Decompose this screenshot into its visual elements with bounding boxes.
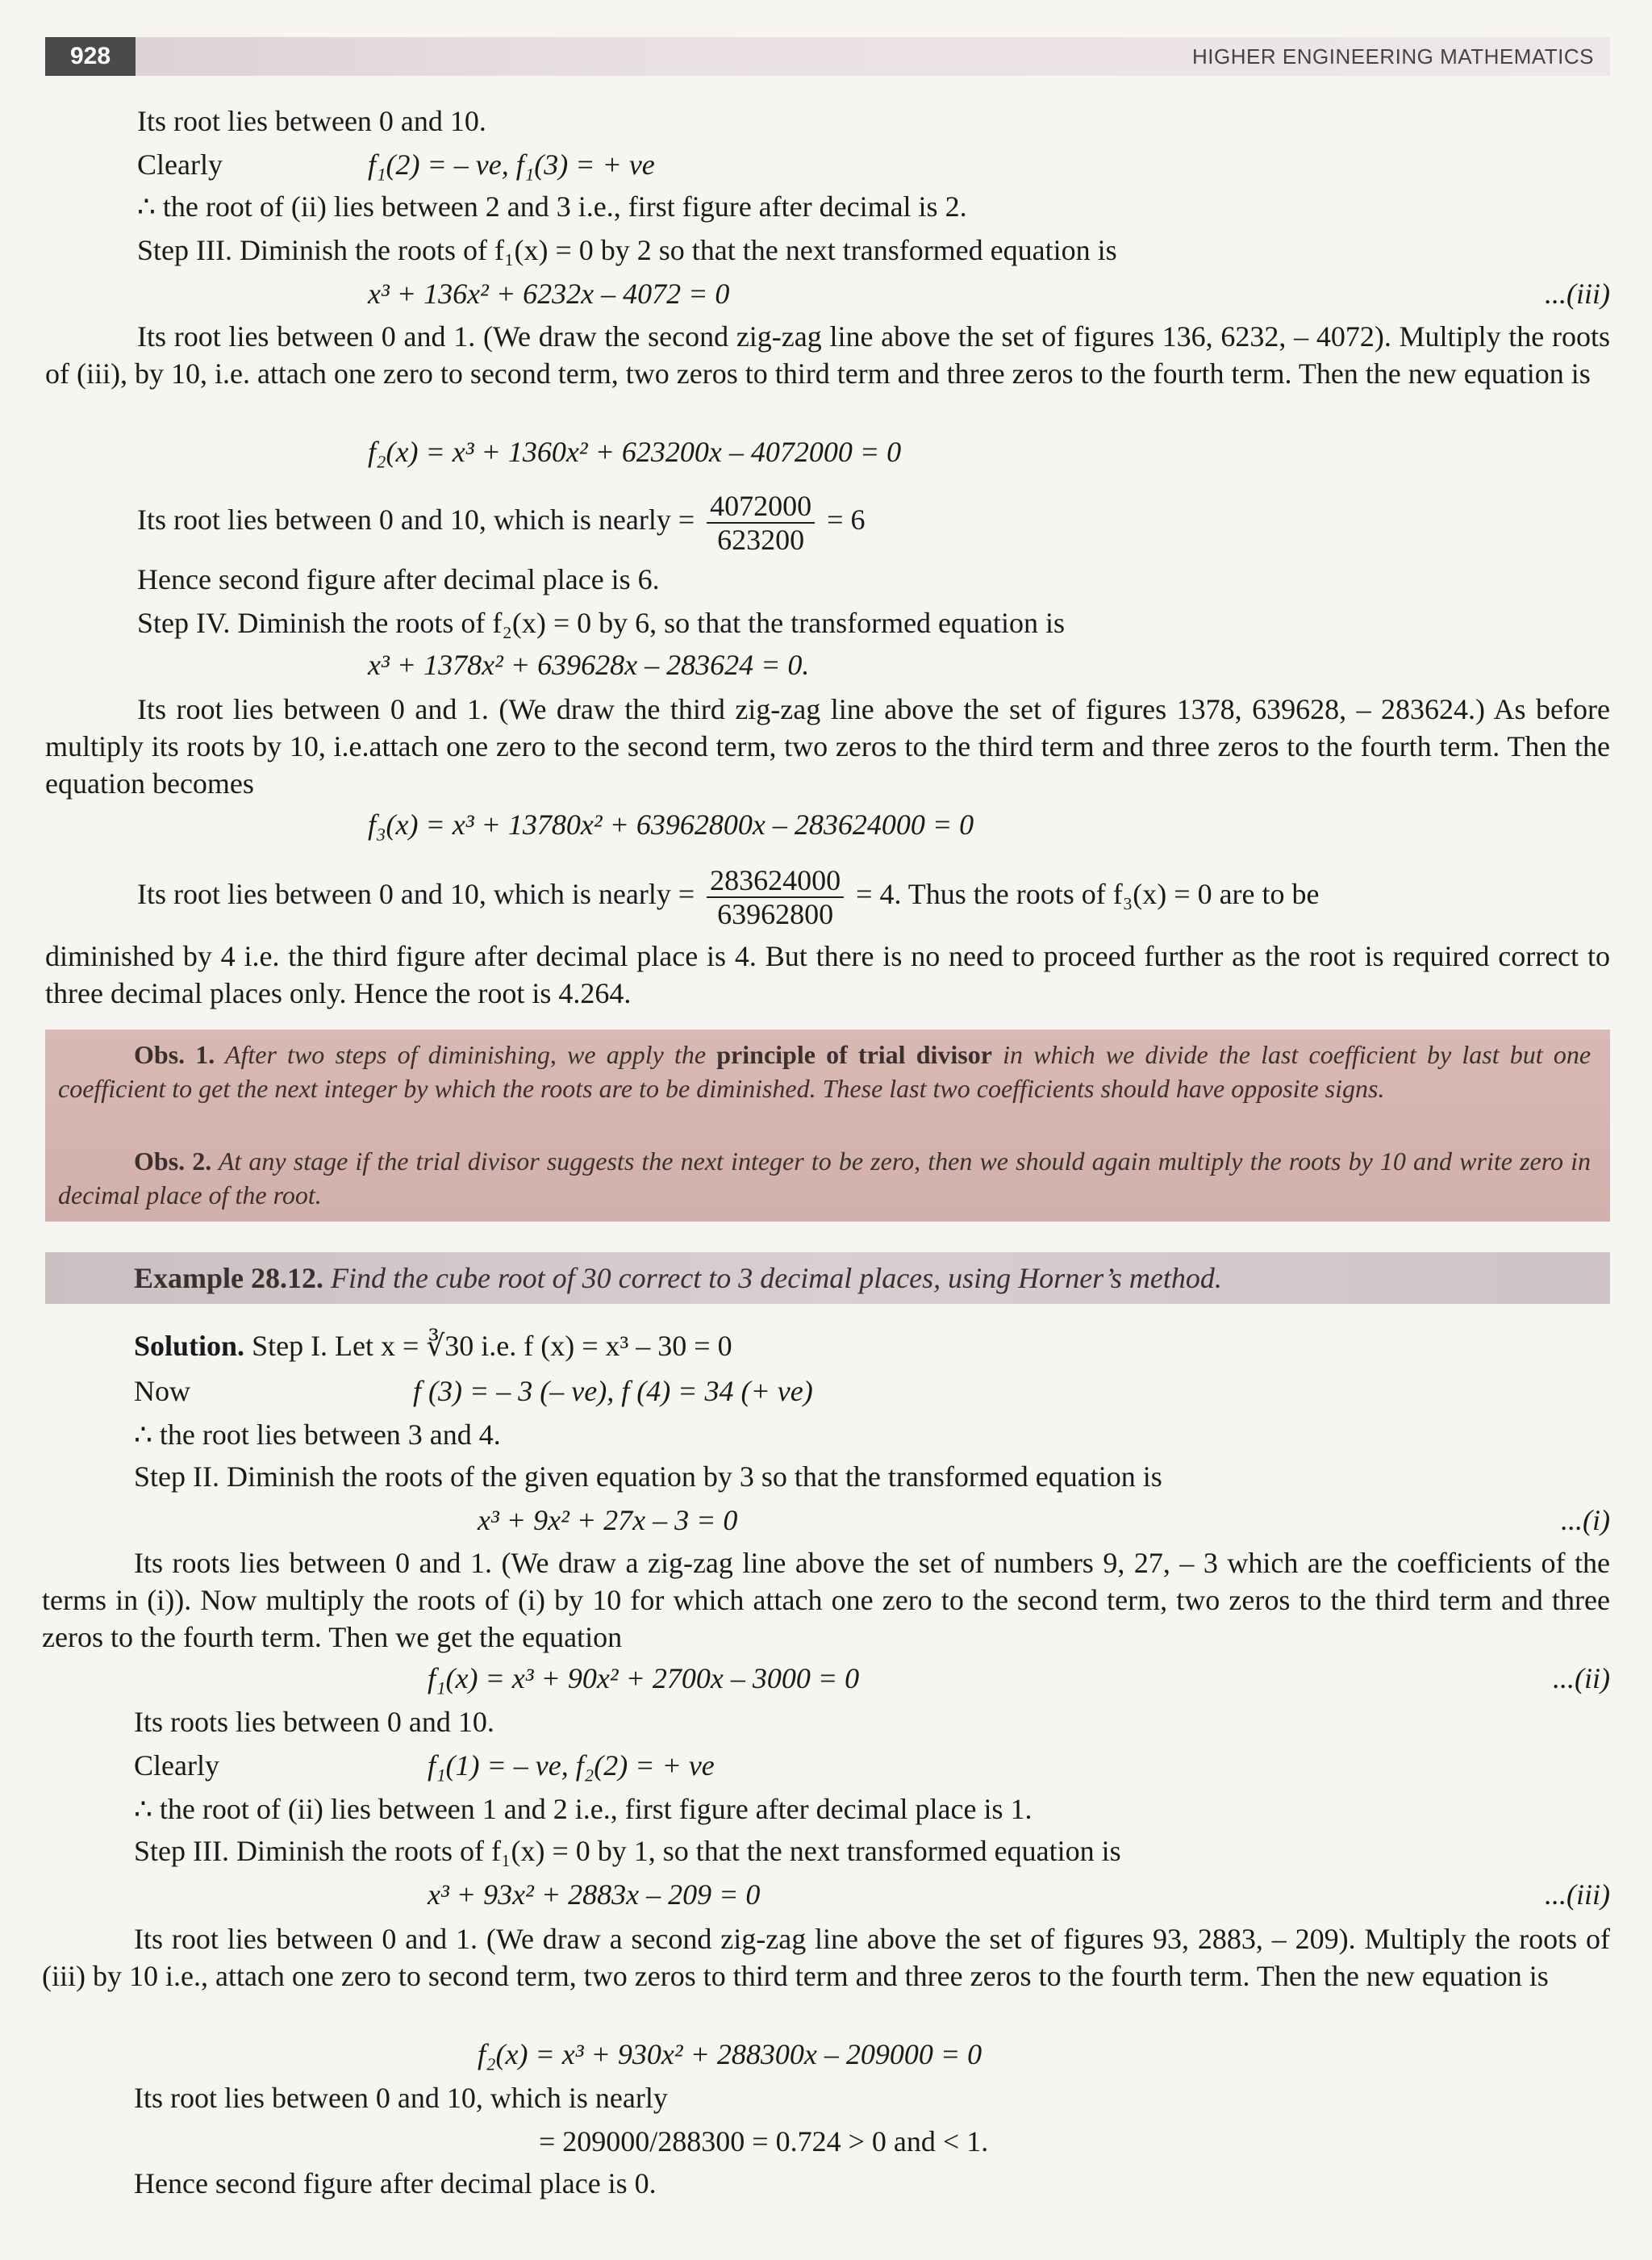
paragraph: Its root lies between 0 and 1. (We draw the second zig-zag line above the set of figures 136, 6232, – 4072). Multiply the roots of (iii), by 10, i.e. attach one zero to second term, two zeros to third term and three zeros to the fourth term. Then the new equation is [45,320,1610,390]
fraction-line [137,482,865,557]
running-title: HIGHER ENGINEERING MATHEMATICS [1192,44,1594,69]
step-line: Step II. Diminish the roots of the given equation by 3 so that the transformed equation is [134,1460,1162,1493]
text-line: Now [134,1375,190,1407]
text-line: Clearly [134,1749,219,1782]
equation: x³ + 93x² + 2883x – 209 = 0 [428,1878,761,1911]
paragraph: diminished by 4 i.e. the third figure after decimal place is 4. But there is no need to proceed further as the root is required correct to three decimal places only. Hence the root is 4.264. [45,940,1610,1009]
equation: f₂(x) = x³ + 1360x² + 623200x – 4072000 = 0 [368,436,902,468]
fraction [707,864,844,930]
denominator: 63962800 [717,897,834,930]
observation-2 [58,1144,1591,1212]
equation: x³ + 1378x² + 639628x – 283624 = 0. [368,649,810,681]
observation-1 [58,1038,1591,1105]
obs-label: Obs. 1. [134,1040,215,1069]
example-label: Example 28.12. [134,1262,324,1294]
step-line: Step III. Diminish the roots of f₁(x) = 0 by 2 so that the next transformed equation is [137,234,1117,266]
equation: f₁(2) = – ve, f₁(3) = + ve [368,148,655,181]
obs-text: in which we divide the last coefficient by last but one coefficient to get the next integer by which the roots are to be diminished. These last two coefficients should have opposite signs. [58,1040,1592,1103]
fraction-tail: = 6 [827,503,866,536]
text-line: = 209000/288300 = 0.724 > 0 and < 1. [539,2125,989,2158]
equation: f₁(1) = – ve, f₂(2) = + ve [428,1749,715,1782]
solution-text: Step I. Let x = ∛30 i.e. f (x) = x³ – 30 = 0 [252,1330,732,1362]
example-heading [45,1252,1610,1304]
fraction-lead: Its root lies between 0 and 10, which is nearly = [137,878,695,910]
step-line: Step IV. Diminish the roots of f₂(x) = 0 by 6, so that the transformed equation is [137,607,1066,639]
page-header [45,37,1610,76]
equation-tag: ...(i) [1561,1504,1610,1536]
obs-text: After two steps of diminishing, we apply the [224,1040,707,1069]
fraction-tail: = 4. Thus the roots of f₃(x) = 0 are to be [856,878,1320,910]
fraction [707,490,815,556]
text-line: Its root lies between 0 and 10, which is nearly [134,2082,668,2114]
obs-text: At any stage if the trial divisor suggests the next integer to be zero, then we should again multiply the roots by 10 and write zero in decimal place of the root. [58,1147,1592,1209]
text-line: Hence second figure after decimal place is 0. [134,2167,657,2199]
text-line: ∴ the root lies between 3 and 4. [134,1418,501,1451]
fraction-lead: Its root lies between 0 and 10, which is nearly = [137,503,695,536]
equation-tag: ...(ii) [1553,1662,1610,1694]
observations-box [45,1030,1610,1222]
fraction-line [137,857,1320,931]
denominator: 623200 [717,523,805,556]
solution-label: Solution. [134,1330,245,1362]
example-title: Find the cube root of 30 correct to 3 decimal places, using Horner’s method. [331,1262,1222,1294]
equation-tag: ...(iii) [1545,278,1610,310]
text-line: Clearly [137,148,223,181]
page-number: 928 [45,37,136,76]
text-line: ∴ the root of (ii) lies between 1 and 2 i.e., first figure after decimal place is 1. [134,1793,1032,1825]
text-line: ∴ the root of (ii) lies between 2 and 3 i.e., first figure after decimal is 2. [137,190,967,223]
obs-bold: principle of trial divisor [716,1040,992,1069]
equation: f₁(x) = x³ + 90x² + 2700x – 3000 = 0 [428,1662,860,1694]
step-line: Step III. Diminish the roots of f₁(x) = 0 by 1, so that the next transformed equation is [134,1835,1121,1867]
paragraph: Its root lies between 0 and 1. (We draw a second zig-zag line above the set of figures 93, 2883, – 209). Multiply the roots of (iii) by 10 i.e., attach one zero to second term, two zeros to third term and three zeros to the fourth term. Then the new equation is [42,1923,1610,1992]
numerator: 283624000 [707,864,844,898]
numerator: 4072000 [707,490,815,524]
equation: f₃(x) = x³ + 13780x² + 63962800x – 283624000 = 0 [368,808,974,841]
equation-tag: ...(iii) [1545,1878,1610,1911]
equation: f (3) = – 3 (– ve), f (4) = 34 (+ ve) [413,1375,813,1407]
paragraph: Its root lies between 0 and 1. (We draw the third zig-zag line above the set of figures 1378, 639628, – 283624.) As before multiply its roots by 10, i.e.attach one zero to the second term, two zeros to the third term and three zeros to the fourth term. Then the equation becomes [45,693,1610,800]
paragraph: Its roots lies between 0 and 1. (We draw a zig-zag line above the set of numbers 9, 27, – 3 which are the coefficients of the terms in (i)). Now multiply the roots of (i) by 10 for which attach one zero to the second term, two zeros to the third term and three zeros to the fourth term. Then we get the equation [42,1547,1610,1653]
equation: f₂(x) = x³ + 930x² + 288300x – 209000 = 0 [478,2038,982,2070]
text-line: Its root lies between 0 and 10. [137,105,486,137]
equation: x³ + 9x² + 27x – 3 = 0 [478,1504,738,1536]
text-line: Hence second figure after decimal place is 6. [137,563,660,595]
equation: x³ + 136x² + 6232x – 4072 = 0 [368,278,730,310]
solution-line [134,1328,732,1364]
obs-label: Obs. 2. [134,1147,212,1176]
text-line: Its roots lies between 0 and 10. [134,1706,494,1738]
